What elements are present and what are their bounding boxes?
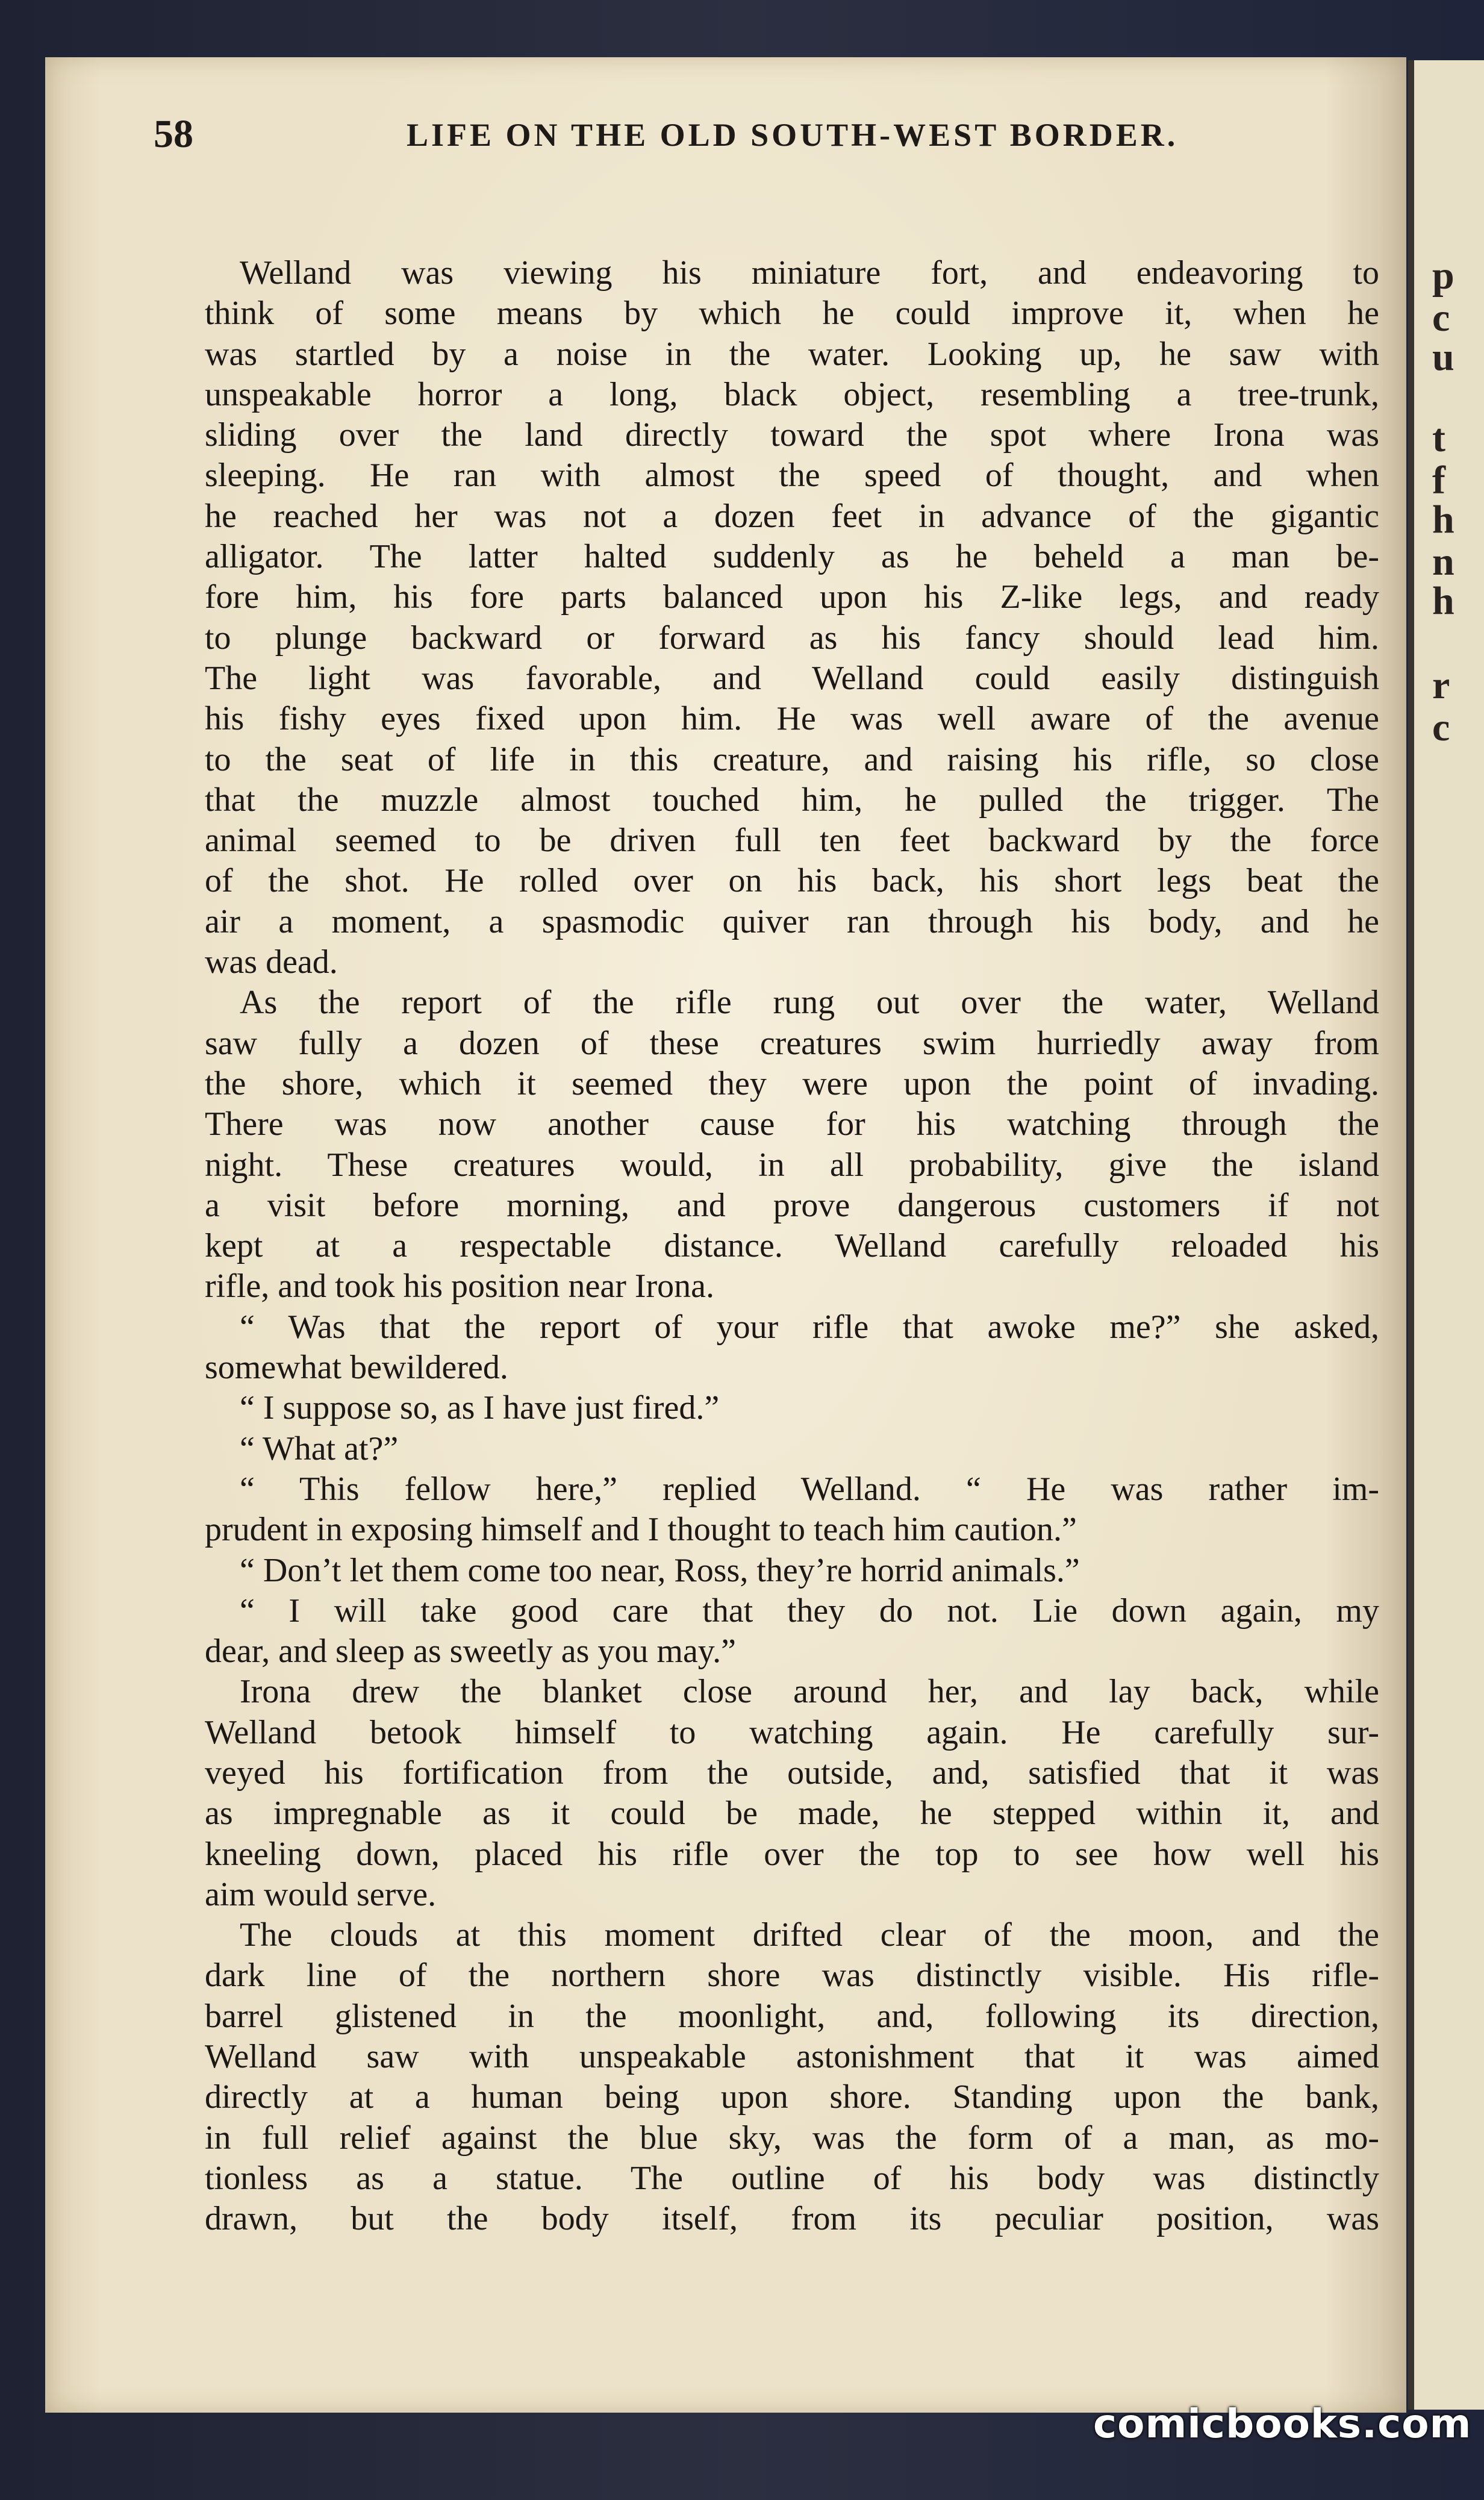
text-line: as impregnable as it could be made, he stepped within it, and — [205, 1795, 1379, 1833]
page-header — [154, 111, 1358, 178]
text-line: “ I will take good care that they do not. Lie down again, my — [240, 1592, 1379, 1630]
text-line: “ Was that the report of your rifle that awoke me?” she asked, — [240, 1308, 1379, 1346]
text-line: aim would serve. — [205, 1875, 437, 1913]
text-line: unspeakable horror a long, black object, resembling a tree-trunk, — [205, 375, 1379, 413]
text-line: that the muzzle almost touched him, he pulled the trigger. The — [205, 781, 1379, 819]
facing-page-fragment: t — [1432, 416, 1445, 460]
text-line: prudent in exposing himself and I thought to teach him caution.” — [205, 1511, 1077, 1549]
text-line: was dead. — [205, 943, 338, 981]
watermark: comicbooks.com — [1093, 2401, 1472, 2447]
text-line: kept at a respectable distance. Welland carefully reloaded his — [205, 1227, 1379, 1265]
text-line: in full relief against the blue sky, was the form of a man, as mo- — [205, 2119, 1379, 2157]
text-line: “ This fellow here,” replied Welland. “ He was rather im- — [240, 1470, 1379, 1508]
text-line: tionless as a statue. The outline of his body was distinctly — [205, 2159, 1379, 2197]
facing-page-fragment: h — [1432, 498, 1454, 542]
text-line: animal seemed to be driven full ten feet backward by the force — [205, 822, 1379, 860]
text-line: somewhat bewildered. — [205, 1349, 508, 1387]
text-line: veyed his fortification from the outside, and, satisfied that it was — [205, 1754, 1379, 1792]
text-line: “ I suppose so, as I have just fired.” — [240, 1389, 720, 1427]
text-line: rifle, and took his position near Irona. — [205, 1267, 715, 1305]
text-line: drawn, but the body itself, from its peculiar position, was — [205, 2200, 1379, 2238]
text-line: night. These creatures would, in all probability, give the island — [205, 1146, 1379, 1184]
facing-page-fragment: n — [1432, 540, 1454, 584]
text-line: Irona drew the blanket close around her, and lay back, while — [240, 1673, 1379, 1711]
text-line: The light was favorable, and Welland could easily distinguish — [205, 659, 1379, 697]
facing-page-fragment: u — [1432, 335, 1454, 379]
text-line: he reached her was not a dozen feet in advance of the gigantic — [205, 497, 1379, 535]
text-line: air a moment, a spasmodic quiver ran through his body, and he — [205, 902, 1379, 940]
text-line: dear, and sleep as sweetly as you may.” — [205, 1633, 737, 1670]
text-line: barrel glistened in the moonlight, and, following its direction, — [205, 1997, 1379, 2035]
page-number: 58 — [154, 112, 193, 156]
text-line: Welland betook himself to watching again. He carefully sur- — [205, 1713, 1379, 1751]
text-line: of the shot. He rolled over on his back, his short legs beat the — [205, 862, 1379, 900]
text-line: There was now another cause for his watching through the — [205, 1105, 1379, 1143]
text-line: saw fully a dozen of these creatures swim hurriedly away from — [205, 1024, 1379, 1062]
text-line: alligator. The latter halted suddenly as he beheld a man be- — [205, 538, 1379, 576]
text-line: was startled by a noise in the water. Looking up, he saw with — [205, 335, 1379, 373]
facing-page-fragment: h — [1432, 579, 1454, 623]
facing-page-fragment: c — [1432, 296, 1450, 340]
text-line: the shore, which it seemed they were upon the point of invading. — [205, 1064, 1379, 1102]
text-line: Welland saw with unspeakable astonishment that it was aimed — [205, 2038, 1379, 2076]
text-line: fore him, his fore parts balanced upon his Z-like legs, and ready — [205, 578, 1379, 616]
text-line: sleeping. He ran with almost the speed of thought, and when — [205, 457, 1379, 495]
text-line: dark line of the northern shore was distinctly visible. His rifle- — [205, 1957, 1379, 1995]
text-line: to the seat of life in this creature, and raising his rifle, so close — [205, 740, 1379, 778]
text-line: a visit before morning, and prove dangerous customers if not — [205, 1186, 1379, 1224]
text-line: As the report of the rifle rung out over the water, Welland — [240, 984, 1379, 1022]
facing-page-fragment: c — [1432, 705, 1450, 749]
text-line: The clouds at this moment drifted clear of the moon, and the — [240, 1916, 1379, 1954]
running-head: LIFE ON THE OLD SOUTH-WEST BORDER. — [407, 117, 1179, 153]
body-text — [205, 253, 1379, 2240]
text-line: “ Don’t let them come too near, Ross, they’re horrid animals.” — [240, 1551, 1080, 1589]
facing-page-fragment: r — [1432, 663, 1450, 707]
facing-page-fragment: f — [1432, 458, 1445, 502]
text-line: “ What at?” — [240, 1430, 399, 1467]
text-line: to plunge backward or forward as his fancy should lead him. — [205, 619, 1379, 657]
text-line: think of some means by which he could improve it, when he — [205, 295, 1379, 333]
text-line: directly at a human being upon shore. Standing upon the bank, — [205, 2078, 1379, 2116]
facing-page-fragment: p — [1432, 254, 1454, 298]
text-line: Welland was viewing his miniature fort, and endeavoring to — [240, 254, 1379, 292]
text-line: his fishy eyes fixed upon him. He was well aware of the avenue — [205, 700, 1379, 738]
text-line: kneeling down, placed his rifle over the top to see how well his — [205, 1835, 1379, 1873]
text-line: sliding over the land directly toward the spot where Irona was — [205, 416, 1379, 454]
facing-page-edge — [1408, 60, 1484, 2410]
